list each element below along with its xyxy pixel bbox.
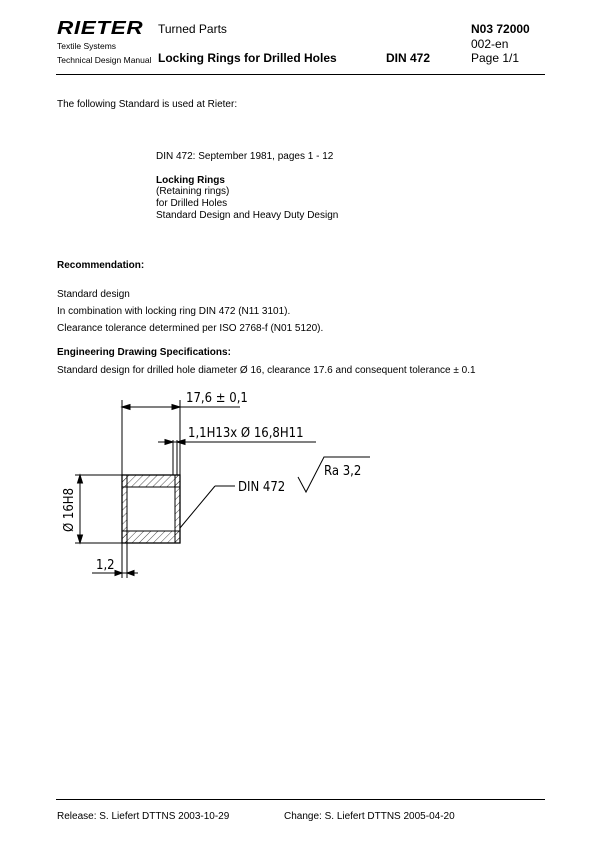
page-title: Locking Rings for Drilled Holes [158,51,337,65]
standard-line-1: (Retaining rings) [156,186,230,197]
standard-line-2: for Drilled Holes [156,198,228,209]
doc-number: N03 72000 [471,22,530,36]
engineering-text: Standard design for drilled hole diameter Ø 16, clearance 17.6 and consequent tolerance ± 0.1 [57,365,476,376]
dim-groove-label: 1,1H13x Ø 16,8H11 [188,426,304,441]
ring-label: DIN 472 [238,480,286,495]
standard-code: DIN 472 [386,51,431,65]
recommendation-line-2: In combination with locking ring DIN 472 (N11 3101). [57,306,291,317]
recommendation-heading: Recommendation: [57,260,145,271]
doc-version: 002-en [471,37,509,51]
right-wall-hatch [175,475,180,543]
standard-heading: Locking Rings [156,175,225,186]
category: Turned Parts [158,22,227,36]
change-info: Change: S. Liefert DTTNS 2005-04-20 [284,811,455,822]
bottom-wall-hatch [122,531,180,543]
recommendation-line-3: Clearance tolerance determined per ISO 2768-f (N01 5120). [57,323,324,334]
intro-text: The following Standard is used at Rieter: [57,99,238,110]
manual-name: Technical Design Manual [57,55,152,65]
engineering-drawing [40,380,400,585]
company-logo: RIETER [57,18,144,38]
dim-clearance-label: 17,6 ± 0,1 [186,391,248,406]
recommendation-line-1: Standard design [57,289,130,300]
company-subtitle: Textile Systems [57,41,117,51]
standard-ref: DIN 472: September 1981, pages 1 - 12 [156,151,334,162]
footer-divider [56,799,545,800]
engineering-heading: Engineering Drawing Specifications: [57,347,231,358]
roughness-label: Ra 3,2 [324,464,362,479]
top-wall-hatch [122,475,180,487]
page-number: Page 1/1 [471,51,520,65]
left-wall-hatch [122,475,127,543]
header-divider [56,74,545,75]
standard-line-3: Standard Design and Heavy Duty Design [156,210,339,221]
dim-diameter-label: Ø 16H8 [62,487,77,533]
release-info: Release: S. Liefert DTTNS 2003-10-29 [57,811,230,822]
dim-width-label: 1,2 [96,558,115,573]
